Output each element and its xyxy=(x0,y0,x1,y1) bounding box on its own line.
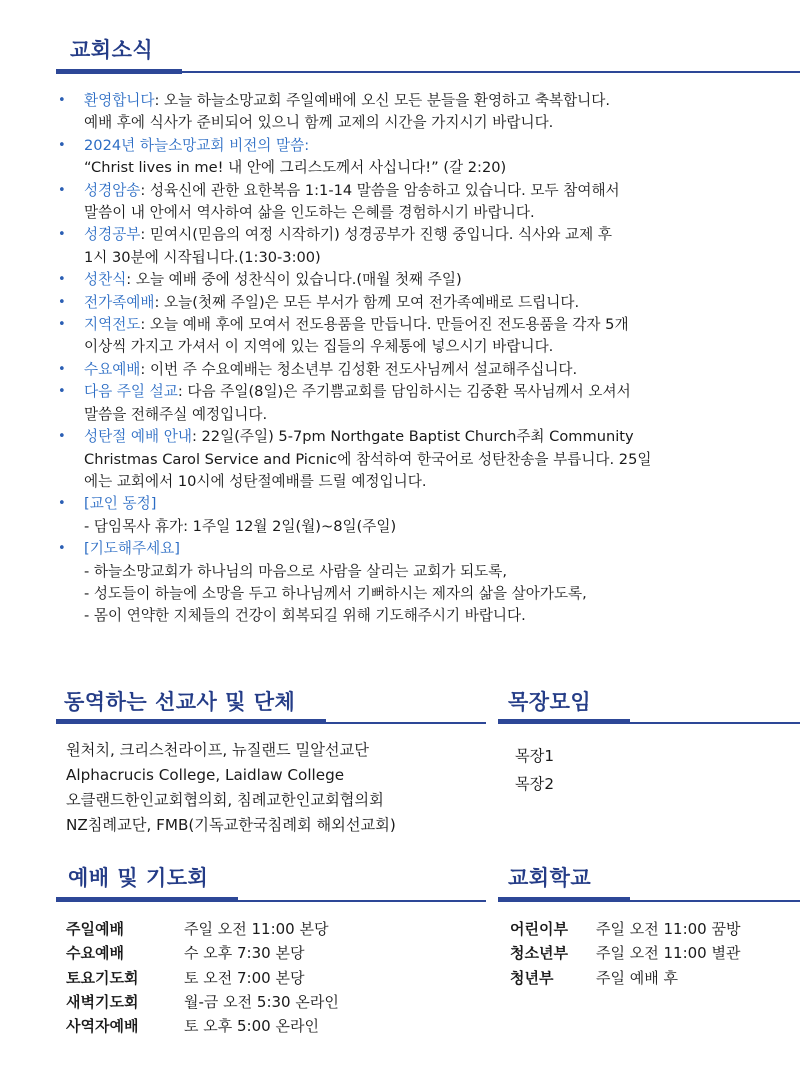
news-item-body: : 성육신에 관한 요한복음 1:1-14 말씀을 암송하고 있습니다. 모두 참여해서 xyxy=(140,181,620,199)
worship-row xyxy=(66,966,339,990)
news-item-heading: 지역전도 xyxy=(84,316,141,334)
worship-name: 토요기도회 xyxy=(66,968,139,987)
news-item-heading: 2024년 하늘소망교회 비전의 말씀: xyxy=(84,136,310,154)
news-item-body: : 믿여시(믿음의 여정 시작하기) 성경공부가 진행 중입니다. 식사와 교제 후 xyxy=(140,226,612,244)
news-title: 교회소식 xyxy=(70,38,154,62)
worship-title: 예배 및 기도회 xyxy=(68,866,209,890)
news-item-body: : 오늘(첫째 주일)은 모든 부서가 함께 모여 전가족예배로 드립니다. xyxy=(154,293,580,311)
news-item-heading: [기도해주세요] xyxy=(84,540,180,558)
school-time: 주일 오전 11:00 별관 xyxy=(596,944,741,963)
groups-rule-accent xyxy=(498,719,630,724)
school-time: 주일 예배 후 xyxy=(596,968,678,987)
bullet-icon: • xyxy=(58,294,66,310)
school-row xyxy=(510,966,740,990)
groups-title: 목장모임 xyxy=(508,690,592,714)
bullet-icon: • xyxy=(58,541,66,557)
news-item-line: “Christ lives in me! 내 안에 그리스도께서 사십니다!” (갈 2:20) xyxy=(84,159,507,177)
news-item xyxy=(56,180,786,225)
news-item-line: 에는 교회에서 10시에 성탄절예배를 드릴 예정입니다. xyxy=(84,472,427,490)
news-item-line: 이상씩 가지고 가셔서 이 지역에 있는 집들의 우체통에 넣으시기 바랍니다. xyxy=(84,338,554,356)
news-item xyxy=(56,493,786,538)
missions-list xyxy=(66,738,396,838)
worship-name: 새벽기도회 xyxy=(66,992,139,1011)
missions-title: 동역하는 선교사 및 단체 xyxy=(64,690,296,714)
news-item-body: : 오늘 하늘소망교회 주일예배에 오신 모든 분들을 환영하고 축복합니다. xyxy=(154,92,610,109)
news-item-body: : 이번 주 수요예배는 청소년부 김성환 전도사님께서 설교해주십니다. xyxy=(140,360,578,378)
news-item-line: 예배 후에 식사가 준비되어 있으니 함께 교제의 시간을 가지시기 바랍니다. xyxy=(84,114,554,132)
news-item-line: 말씀이 내 안에서 역사하여 삶을 인도하는 은혜를 경험하시기 바랍니다. xyxy=(84,204,535,222)
news-item-heading: 전가족예배 xyxy=(84,293,155,311)
news-item-line: - 몸이 연약한 지체들의 건강이 회복되길 위해 기도해주시기 바랍니다. xyxy=(84,607,526,625)
news-item-heading: 수요예배 xyxy=(84,360,141,378)
news-item-line: 말씀을 전해주실 예정입니다. xyxy=(84,405,268,423)
news-list xyxy=(56,90,786,628)
worship-name: 주일예배 xyxy=(66,920,124,938)
bullet-icon: • xyxy=(58,93,66,108)
news-item-heading: 환영합니다 xyxy=(84,92,155,109)
missions-line: 오클랜드한인교회협의회, 침례교한인교회협의회 xyxy=(66,791,384,809)
bullet-icon: • xyxy=(58,361,66,377)
news-item xyxy=(56,538,786,628)
news-item xyxy=(56,224,786,269)
worship-row xyxy=(66,941,339,965)
news-item-body: : 오늘 예배 후에 모여서 전도용품을 만듭니다. 만들어진 전도용품을 각자 5개 xyxy=(140,316,629,334)
worship-time: 토 오후 5:00 온라인 xyxy=(184,1017,319,1036)
bullet-icon: • xyxy=(58,317,66,333)
worship-time: 수 오후 7:30 본당 xyxy=(184,944,305,963)
news-item-body: : 오늘 예배 중에 성찬식이 있습니다.(매월 첫째 주일) xyxy=(126,271,462,289)
missions-line: 원처치, 크리스천라이프, 뉴질랜드 밀알선교단 xyxy=(66,741,369,759)
news-item xyxy=(56,135,786,180)
bullet-icon: • xyxy=(58,429,66,445)
news-item xyxy=(56,359,786,381)
worship-rule-accent xyxy=(56,897,238,902)
school-schedule xyxy=(510,917,740,990)
missions-line: NZ침례교단, FMB(기독교한국침례회 해외선교회) xyxy=(66,816,396,834)
school-name: 어린이부 xyxy=(510,920,568,938)
news-item xyxy=(56,314,786,359)
school-name: 청소년부 xyxy=(510,944,568,963)
news-item xyxy=(56,426,786,493)
school-row xyxy=(510,917,740,941)
school-title: 교회학교 xyxy=(508,866,592,890)
bullet-icon: • xyxy=(58,137,66,153)
news-item-line: Christmas Carol Service and Picnic에 참석하여 한국어로 성탄찬송을 부릅니다. 25일 xyxy=(84,450,652,468)
news-item-heading: 성경암송 xyxy=(84,181,141,199)
news-item-heading: [교인 동정] xyxy=(84,495,157,513)
news-item xyxy=(56,292,786,314)
school-rule-accent xyxy=(498,897,630,902)
worship-time: 토 오전 7:00 본당 xyxy=(184,968,305,987)
news-rule-accent xyxy=(56,69,182,74)
news-item xyxy=(56,90,786,135)
worship-row xyxy=(66,917,339,941)
missions-line: Alphacrucis College, Laidlaw College xyxy=(66,766,345,784)
groups-list xyxy=(515,742,554,798)
group-item: 목장1 xyxy=(515,747,555,765)
school-row xyxy=(510,941,740,965)
missions-rule-accent xyxy=(56,719,326,724)
school-time: 주일 오전 11:00 꿈방 xyxy=(596,920,741,938)
news-item-line: - 하늘소망교회가 하나님의 마음으로 사람을 살리는 교회가 되도록, xyxy=(84,562,508,580)
news-item-line: - 성도들이 하늘에 소망을 두고 하나님께서 기뻐하시는 제자의 삶을 살아가도록, xyxy=(84,584,587,602)
worship-time: 월-금 오전 5:30 온라인 xyxy=(184,992,339,1011)
news-item-heading: 성탄절 예배 안내 xyxy=(84,428,192,446)
bullet-icon: • xyxy=(58,227,66,243)
worship-row xyxy=(66,990,339,1014)
news-item-body: : 22일(주일) 5-7pm Northgate Baptist Church주최 Community xyxy=(191,428,634,446)
news-item-line: - 담임목사 휴가: 1주일 12월 2일(월)~8일(주일) xyxy=(84,517,397,535)
news-item xyxy=(56,269,786,291)
bullet-icon: • xyxy=(58,496,66,512)
news-item-line: 1시 30분에 시작됩니다.(1:30-3:00) xyxy=(84,248,321,266)
news-item-heading: 성경공부 xyxy=(84,226,141,244)
bullet-icon: • xyxy=(58,272,66,288)
worship-name: 수요예배 xyxy=(66,944,124,963)
news-item-heading: 다음 주일 설교 xyxy=(84,383,178,401)
group-item: 목장2 xyxy=(515,775,555,793)
news-item xyxy=(56,381,786,426)
news-item-body: : 다음 주일(8일)은 주기쁨교회를 담임하시는 김중환 목사님께서 오셔서 xyxy=(177,383,631,401)
news-item-heading: 성찬식 xyxy=(84,271,127,289)
school-name: 청년부 xyxy=(510,968,554,987)
bullet-icon: • xyxy=(58,182,66,198)
bullet-icon: • xyxy=(58,384,66,400)
worship-schedule xyxy=(66,917,339,1038)
worship-name: 사역자예배 xyxy=(66,1017,139,1036)
worship-row xyxy=(66,1014,339,1038)
worship-time: 주일 오전 11:00 본당 xyxy=(184,920,329,938)
